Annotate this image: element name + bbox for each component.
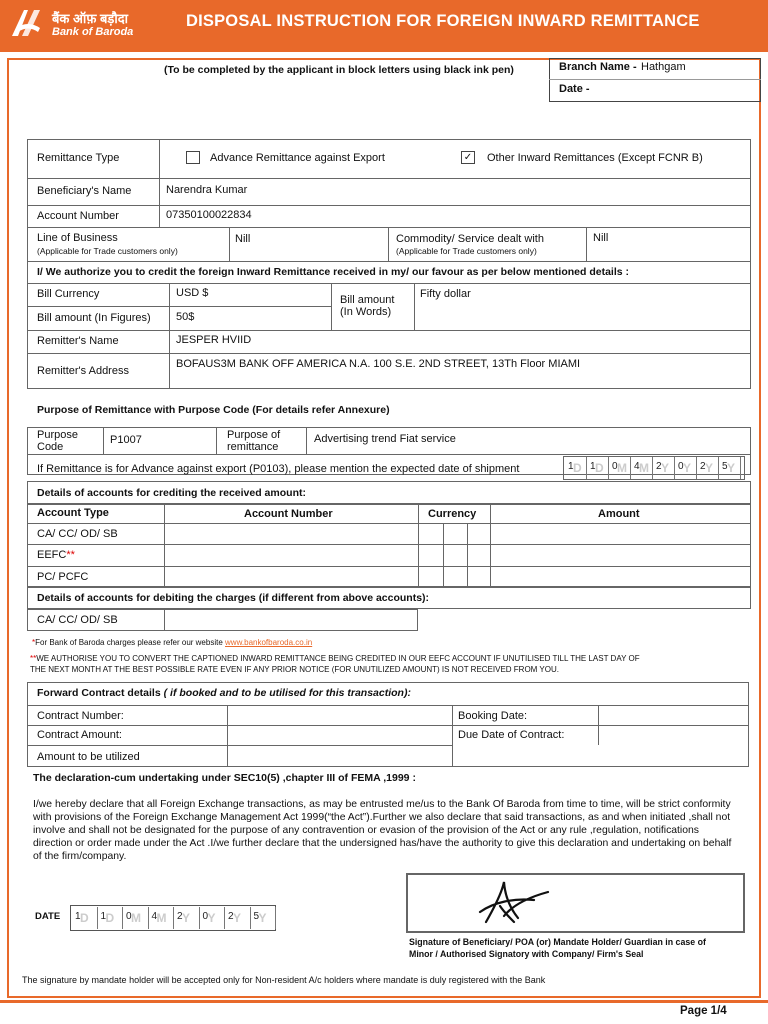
signature-caption-line1: Signature of Beneficiary/ POA (or) Mandate Holder/ Guardian in case of	[409, 937, 706, 947]
date-format-hint: D	[80, 911, 89, 925]
page-number: Page 1/4	[680, 1005, 727, 1017]
date-format-hint: D	[595, 461, 604, 475]
remitter-address-label: Remitter's Address	[37, 365, 129, 377]
date-digit-cell[interactable]	[565, 457, 587, 479]
bank-name-hindi: बैंक ऑफ़ बड़ौदा	[52, 11, 128, 26]
purpose-heading: Purpose of Remittance with Purpose Code (For details refer Annexure)	[37, 404, 390, 416]
signature-caption-line2: Minor / Authorised Signatory with Company/ Firm's Seal	[409, 949, 644, 959]
bank-of-baroda-logo-icon	[8, 6, 44, 42]
date-digit-cell[interactable]	[72, 907, 98, 929]
date-digit-value: 2	[700, 461, 706, 472]
date-format-hint: D	[573, 461, 582, 475]
date-format-hint: M	[639, 461, 649, 475]
remittance-type-label: Remittance Type	[37, 152, 120, 164]
account-number-value[interactable]: 07350100022834	[166, 209, 252, 221]
advance-export-text: If Remittance is for Advance against export (P0103), please mention the expected date of shipment	[37, 463, 520, 475]
bill-amount-words-value[interactable]: Fifty dollar	[420, 288, 471, 300]
date-digit-value: 4	[151, 911, 158, 922]
date-digit-value: 2	[656, 461, 662, 472]
forward-contract-heading: Forward Contract details ( if booked and to be utilised for this transaction):	[37, 687, 411, 699]
contract-number-label: Contract Number:	[37, 710, 124, 722]
remitter-name-value[interactable]: JESPER HVIID	[176, 334, 252, 346]
date-digit-value: 0	[612, 461, 618, 472]
bill-amount-figures-label: Bill amount (In Figures)	[37, 312, 151, 324]
instruction-note: (To be completed by the applicant in block letters using black ink pen)	[164, 64, 514, 76]
date-digit-value: 0	[678, 461, 684, 472]
date-format-hint: D	[105, 911, 115, 925]
date-digit-cell[interactable]	[251, 907, 277, 929]
branch-name-value[interactable]: Hathgam	[641, 61, 686, 73]
date-format-hint: M	[617, 461, 627, 475]
contract-amount-label: Contract Amount:	[37, 729, 122, 741]
bill-amount-figures-value[interactable]: 50$	[176, 311, 195, 323]
purpose-of-remittance-value[interactable]: Advertising trend Fiat service	[314, 433, 456, 445]
date-digit-value: 4	[634, 461, 640, 472]
remitter-address-value[interactable]: BOFAUS3M BANK OFF AMERICA N.A. 100 S.E. 2ND STREET, 13Th Floor MIAMI	[176, 358, 581, 370]
credit-row-ca-cc-od-sb: CA/ CC/ OD/ SB	[37, 528, 118, 540]
col-account-type: Account Type	[37, 507, 109, 519]
col-currency: Currency	[428, 508, 477, 520]
remitter-name-label: Remitter's Name	[37, 335, 119, 347]
signature-box[interactable]	[406, 873, 745, 933]
date-digit-cell[interactable]	[200, 907, 226, 929]
beneficiary-name-value[interactable]: Narendra Kumar	[166, 184, 248, 196]
other-remittance-checkbox[interactable]: ✓	[461, 151, 475, 164]
col-account-number: Account Number	[244, 508, 333, 520]
purpose-code-value[interactable]: P1007	[110, 434, 142, 446]
date-format-hint: Y	[661, 461, 670, 475]
col-amount: Amount	[598, 508, 640, 520]
signature-image	[474, 878, 554, 928]
debit-accounts-heading: Details of accounts for debiting the charges (if different from above accounts):	[37, 592, 430, 604]
website-link[interactable]: www.bankofbaroda.co.in	[225, 638, 313, 647]
form-title: DISPOSAL INSTRUCTION FOR FOREIGN INWARD REMITTANCE	[186, 12, 700, 30]
date-format-hint: Y	[727, 461, 736, 475]
date-digit-value: 2	[228, 911, 234, 922]
commodity-label: Commodity/ Service dealt with	[396, 233, 544, 245]
eefc-note-line1: **WE AUTHORISE YOU TO CONVERT THE CAPTIONED INWARD REMITTANCE BEING CREDITED IN OUR EEFC ACCOUNT IF UNUTILISED TILL THE LAST DAY OF	[30, 654, 640, 663]
commodity-note: (Applicable for Trade customers only)	[396, 246, 537, 256]
date-digit-cell[interactable]	[149, 907, 175, 929]
beneficiary-name-label: Beneficiary's Name	[37, 185, 132, 197]
branch-name-label: Branch Name -	[559, 61, 637, 73]
date-format-hint: Y	[233, 911, 242, 925]
remittance-details-table	[27, 139, 751, 389]
declaration-heading: The declaration-cum undertaking under SEC10(5) ,chapter III of FEMA ,1999 :	[33, 772, 416, 784]
date-digit-value: 0	[126, 911, 132, 922]
date-format-hint: Y	[207, 911, 216, 925]
date-digit-cell[interactable]	[631, 457, 653, 479]
credit-accounts-table	[27, 503, 751, 587]
date-digit-cell[interactable]	[697, 457, 719, 479]
credit-row-eefc: EEFC**	[37, 549, 75, 561]
purpose-of-remittance-label: Purpose of	[227, 429, 281, 441]
purpose-code-sublabel: Code	[37, 441, 64, 453]
date-label: Date -	[559, 83, 590, 95]
line-of-business-value[interactable]: Nill	[235, 233, 251, 245]
date-digit-value: 1	[590, 461, 596, 472]
declaration-text: I/we hereby declare that all Foreign Exchange transactions, as may be entrusted me/us to the Bank Of Baroda from time to time, will be strict conformity with provisions of the Foreign Exchange Management Act 1999(“the Act”).Further we also declare that said transactions, as and when initiated ,shall not involve and shall not be designated for the purpose of any contravention or evasion of the provision of the Act or any rule ,regulation, notifications direction or order made under the Act .I/we further declare that the undersigned has/have the authority to give this declaration and undertaking on behalf of the firm/company.	[33, 799, 732, 862]
date-digit-cell[interactable]	[225, 907, 251, 929]
bill-currency-label: Bill Currency	[37, 288, 100, 300]
date-digit-cell[interactable]	[98, 907, 124, 929]
booking-date-label: Booking Date:	[458, 710, 528, 722]
date-digit-cell[interactable]	[653, 457, 675, 479]
bank-logo	[8, 6, 168, 46]
date-digit-cell[interactable]	[675, 457, 697, 479]
purpose-of-remittance-sublabel: remittance	[227, 441, 279, 453]
debit-row-ca-cc-od-sb: CA/ CC/ OD/ SB	[37, 614, 118, 626]
date-digit-cell[interactable]	[719, 457, 741, 479]
footer-divider	[0, 1000, 768, 1003]
date-digit-value: 0	[202, 911, 209, 922]
bill-amount-words-label: Bill amount	[340, 294, 395, 306]
date-digit-value: 5	[253, 911, 260, 922]
line-of-business-note: (Applicable for Trade customers only)	[37, 246, 178, 256]
other-remittance-label: Other Inward Remittances (Except FCNR B)	[487, 152, 703, 164]
date-digit-cell[interactable]	[123, 907, 149, 929]
header-bar	[0, 0, 768, 52]
bill-amount-words-sublabel: (In Words)	[340, 306, 392, 318]
bank-name-english: Bank of Baroda	[52, 26, 134, 38]
mandate-note: The signature by mandate holder will be accepted only for Non-resident A/c holders where mandate is duly registered with the Bank	[22, 975, 546, 985]
line-of-business-label: Line of Business	[37, 232, 118, 244]
date-format-hint: Y	[705, 461, 714, 475]
due-date-label: Due Date of Contract:	[458, 729, 565, 741]
date-digit-value: 2	[177, 911, 183, 922]
authorize-text: I/ We authorize you to credit the foreign Inward Remittance received in my/ our favour as per below mentioned details :	[37, 266, 630, 278]
date-digit-value: 5	[722, 461, 728, 472]
date-format-hint: Y	[683, 461, 692, 475]
account-number-label: Account Number	[37, 210, 119, 222]
eefc-note-line2: THE NEXT MONTH AT THE BEST POSSIBLE RATE EVEN IF ANY PRIOR NOTICE (FOR UNUTILIZED AMOUNT) IS NOT RECEIVED FROM YOU.	[30, 665, 559, 674]
date-digit-value: 1	[100, 911, 107, 922]
date-digit-cell[interactable]	[174, 907, 200, 929]
bill-currency-value[interactable]: USD $	[176, 287, 209, 299]
charges-note: *For Bank of Baroda charges please refer our website www.bankofbaroda.co.in	[32, 638, 313, 647]
credit-accounts-heading: Details of accounts for crediting the received amount:	[37, 487, 306, 499]
purpose-code-label: Purpose	[37, 429, 78, 441]
advance-remittance-checkbox[interactable]	[186, 151, 200, 164]
advance-remittance-label: Advance Remittance against Export	[210, 152, 385, 164]
date-digit-cell[interactable]	[587, 457, 609, 479]
date-digit-value: 1	[568, 461, 574, 472]
date-format-hint: M	[131, 911, 141, 925]
date-digit-value: 1	[75, 911, 81, 922]
commodity-value[interactable]: Nill	[593, 232, 609, 244]
date-section-label: DATE	[35, 911, 61, 922]
date-digit-cell[interactable]	[609, 457, 631, 479]
credit-row-pc-pcfc: PC/ PCFC	[37, 571, 89, 583]
amount-utilized-label: Amount to be utilized	[37, 751, 140, 763]
date-format-hint: Y	[182, 911, 191, 925]
date-format-hint: Y	[258, 911, 267, 925]
date-format-hint: M	[156, 911, 167, 925]
